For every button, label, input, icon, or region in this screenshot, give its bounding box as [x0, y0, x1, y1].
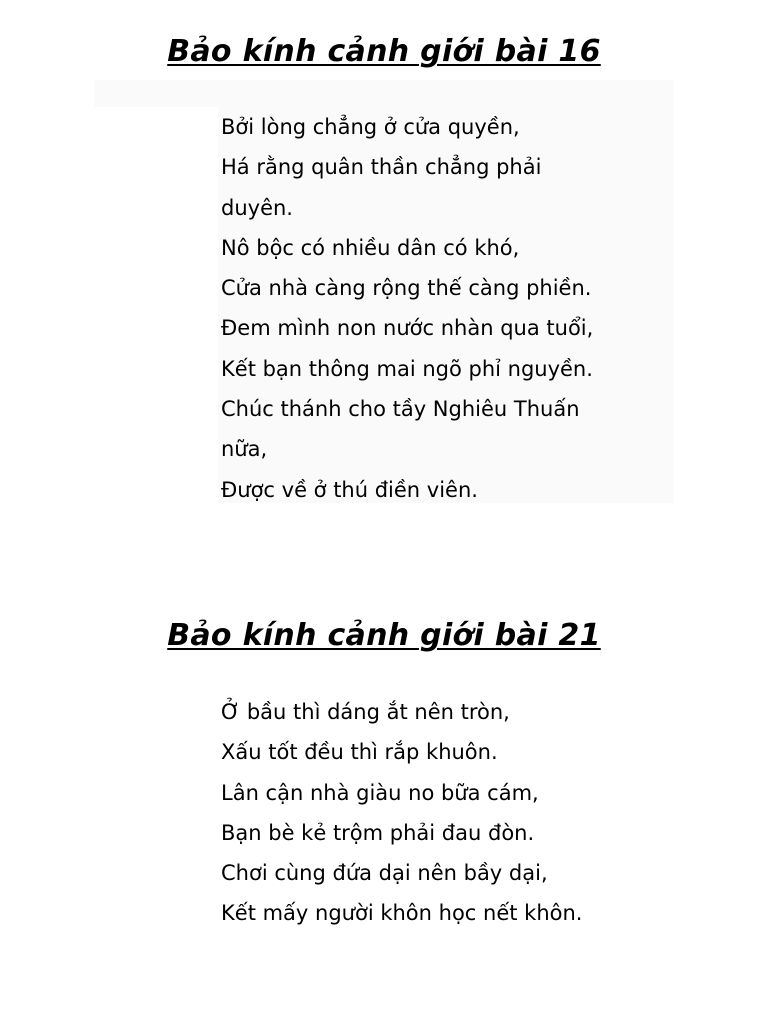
poem-body: [221, 692, 671, 934]
poem-line: Kết bạn thông mai ngõ phỉ nguyền.: [221, 356, 593, 381]
poem-line: Bởi lòng chẳng ở cửa quyền,: [221, 115, 520, 139]
poem-line: Đem mình non nước nhàn qua tuổi,: [221, 316, 594, 341]
poem-body: [221, 107, 671, 510]
poem-line: Cửa nhà càng rộng thế càng phiền.: [221, 276, 592, 301]
poem-line: Xấu tốt đều thì rắp khuôn.: [221, 740, 498, 765]
poem-line: Bạn bè kẻ trộm phải đau đòn.: [221, 820, 535, 845]
poem-line: Chúc thánh cho tầy Nghiêu Thuấn: [221, 397, 580, 422]
poem-line: Chơi cùng đứa dại nên bầy dại,: [221, 861, 548, 886]
poem-line: Kết mấy người khôn học nết khôn.: [221, 901, 583, 926]
poem-line: Nô bộc có nhiều dân có khó,: [221, 235, 520, 260]
poem-title: Bảo kính cảnh giới bài 21: [167, 618, 601, 653]
poem-title: Bảo kính cảnh giới bài 16: [167, 34, 601, 69]
poem-line: Lân cận nhà giàu no bữa cám,: [221, 780, 539, 805]
poem-line: Há rằng quân thần chẳng phải: [221, 155, 542, 180]
poem-line: Được về ở thú điền viên.: [221, 477, 478, 502]
poem-line: duyên.: [221, 195, 293, 220]
poem-line: Ở bầu thì dáng ắt nên tròn,: [221, 700, 510, 724]
poem-line: nữa,: [221, 437, 268, 462]
